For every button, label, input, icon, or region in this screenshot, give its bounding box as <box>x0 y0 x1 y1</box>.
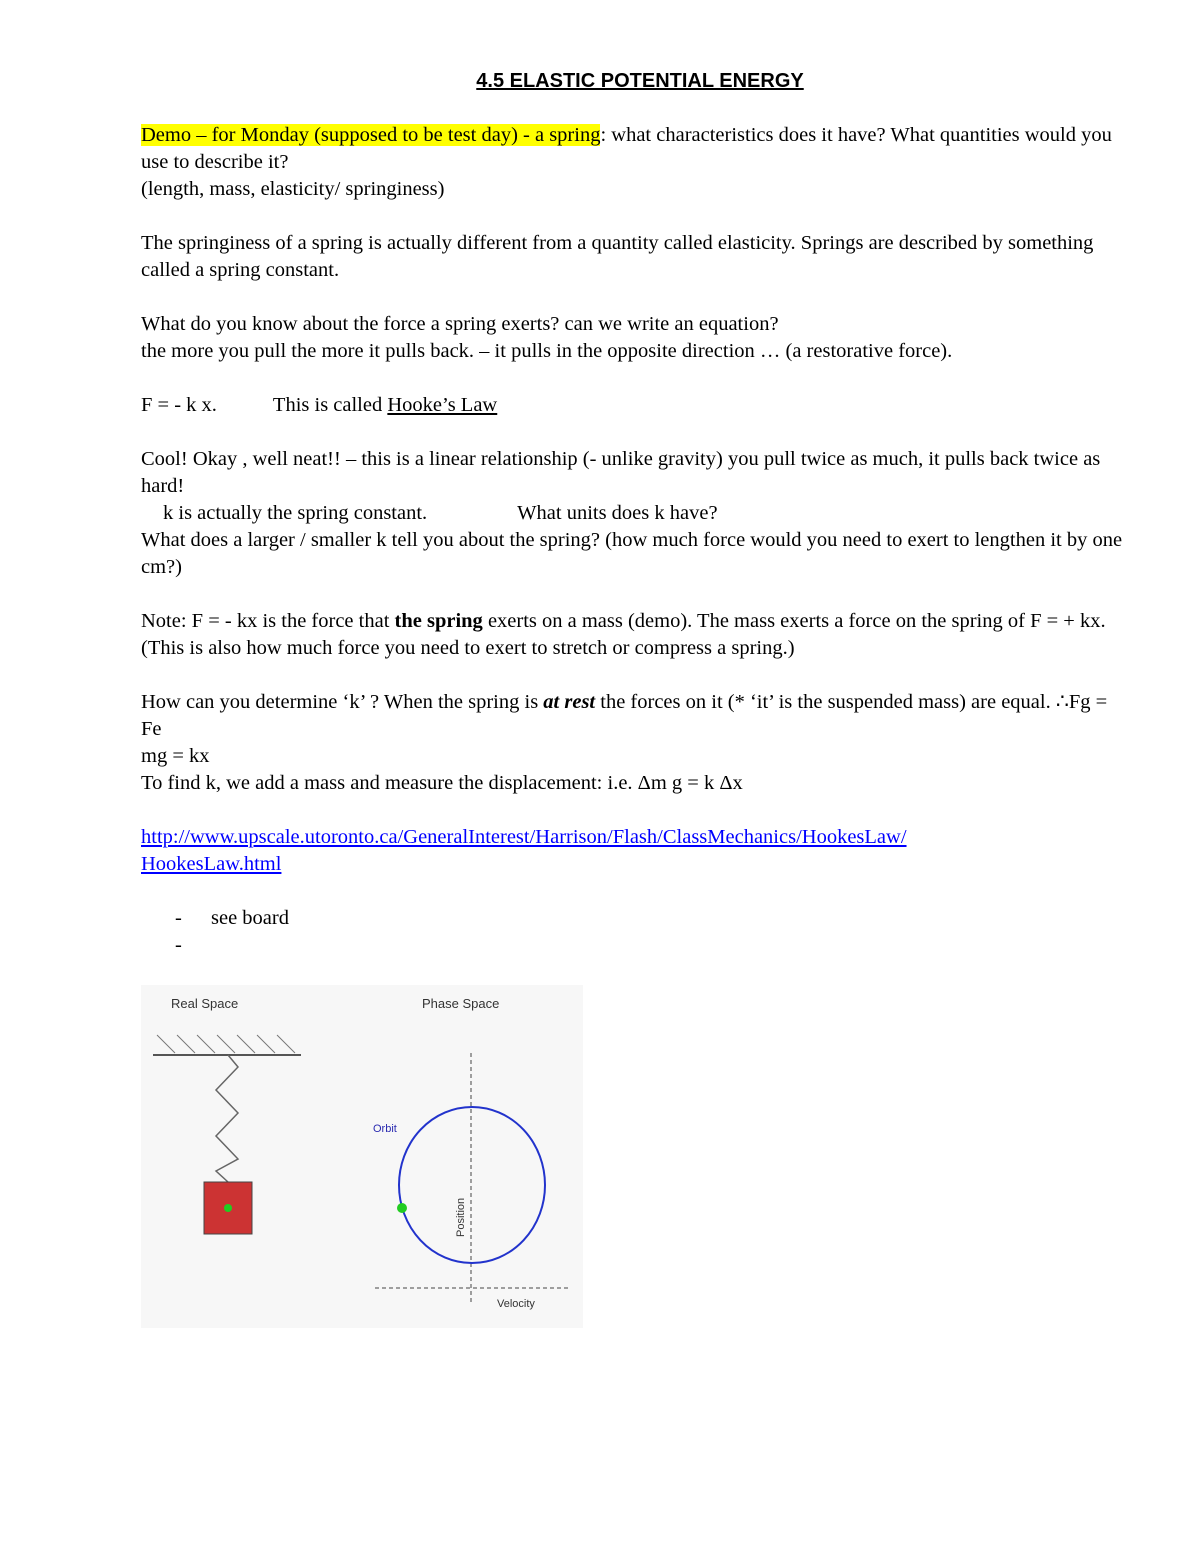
dash-list <box>141 905 1126 959</box>
orbit-marker <box>397 1203 407 1213</box>
spring-figure <box>141 985 583 1328</box>
paragraph-demo <box>141 122 1126 203</box>
spring-coil <box>216 1055 238 1182</box>
force-answer: the more you pull the more it pulls back. – it pulls in the opposite direction … (a restorative force). <box>141 340 953 362</box>
paragraph-hookes-law <box>141 392 1126 419</box>
larger-smaller-question: What does a larger / smaller k tell you about the spring? (how much force would you need to exert to lengthen it by one cm?) <box>141 529 1123 578</box>
note-text-b: exerts on a mass (demo). The mass exerts a force on the spring of F = + kx. (This is also how much force you need to exert to stretch or compress a spring.) <box>141 610 1106 659</box>
paragraph-force <box>141 311 1126 365</box>
ceiling-hatch <box>157 1035 295 1053</box>
paragraph-determine-k <box>141 689 1126 797</box>
demo-answer: (length, mass, elasticity/ springiness) <box>141 178 445 200</box>
determine-text-a: How can you determine ‘k’ ? When the spring is <box>141 691 544 713</box>
mass-marker <box>224 1204 232 1212</box>
force-question: What do you know about the force a spring exerts? can we write an equation? <box>141 313 779 335</box>
spring-diagram-svg <box>141 985 583 1328</box>
note-bold: the spring <box>394 610 483 632</box>
units-question: What units does k have? <box>517 502 718 524</box>
linear-text: Cool! Okay , well neat!! – this is a linear relationship (- unlike gravity) you pull twice as much, it pulls back twice as hard! <box>141 448 1101 497</box>
list-item: - see board <box>141 905 1126 932</box>
orbit-label: Orbit <box>373 1123 397 1135</box>
velocity-label: Velocity <box>497 1298 535 1310</box>
paragraph-link <box>141 824 1126 878</box>
determine-text-b: the forces on it (* ‘it’ is the suspended mass) are equal. ∴Fg = Fe <box>141 691 1108 740</box>
phase-space-label: Phase Space <box>422 996 500 1011</box>
document-body <box>141 122 1126 959</box>
equation-mg-kx: mg = kx <box>141 745 210 767</box>
list-item <box>141 932 1126 959</box>
spring-constant-text: k is actually the spring constant. <box>163 502 428 524</box>
real-space-label: Real Space <box>171 996 239 1011</box>
hookes-equation: F = - k x. <box>141 394 217 416</box>
paragraph-note <box>141 608 1126 662</box>
hookes-prefix: This is called <box>272 394 388 416</box>
link-text-1: http://www.upscale.utoronto.ca/GeneralInterest/Harrison/Flash/ClassMechanics/HookesLaw/ <box>141 826 907 848</box>
hookes-law-link[interactable] <box>141 826 907 875</box>
find-k-text: To find k, we add a mass and measure the displacement: i.e. Δm g = k Δx <box>141 772 743 794</box>
highlighted-text: Demo – for Monday (supposed to be test day) - a spring <box>141 124 601 146</box>
hookes-law-term: Hooke’s Law <box>387 394 498 416</box>
link-text-2: HookesLaw.html <box>141 853 282 875</box>
orbit-circle <box>399 1107 545 1263</box>
demo-question: : what characteristics does it have? What quantities would you use to describe it? <box>141 124 1112 173</box>
position-label: Position <box>455 1197 467 1237</box>
paragraph-springiness: The springiness of a spring is actually different from a quantity called elasticity. Springs are described by something called a spring constant. <box>141 232 1094 281</box>
note-text-a: Note: F = - kx is the force that <box>141 610 395 632</box>
at-rest-emphasis: at rest <box>543 691 596 713</box>
paragraph-linear <box>141 446 1126 581</box>
page-title: 4.5 ELASTIC POTENTIAL ENERGY <box>476 70 804 92</box>
